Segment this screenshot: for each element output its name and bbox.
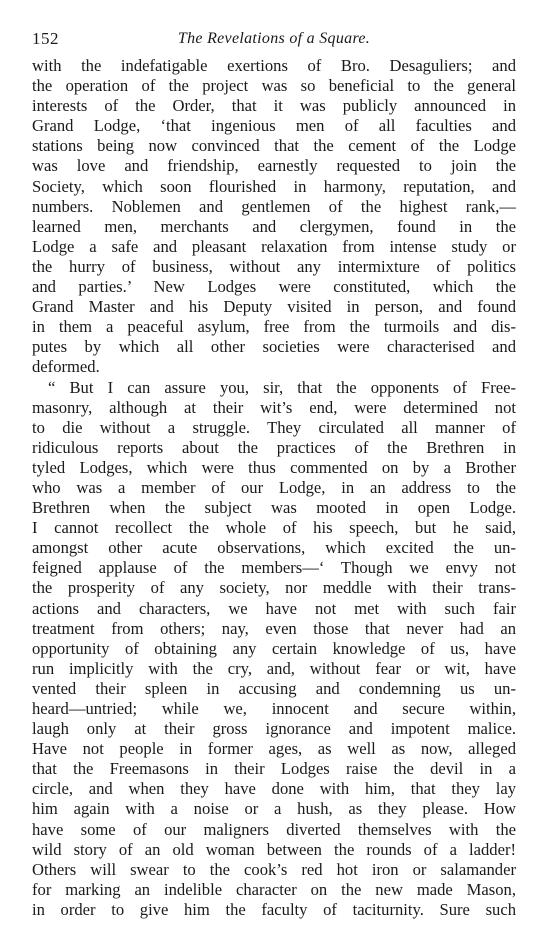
text-line: tyled Lodges, which were thus commented on by a Brother xyxy=(32,457,516,477)
paragraph-end-line: deformed. xyxy=(32,357,100,377)
text-line: for marking an indelible character on the new made Mason, xyxy=(32,879,516,899)
text-line: the operation of the project was so beneficial to the general xyxy=(32,76,516,96)
text-line: putes by which all other societies were characterised and xyxy=(32,337,516,357)
text-line: learned men, merchants and clergymen, found in the xyxy=(32,216,516,236)
text-line: and parties.’ New Lodges were constituted, which the xyxy=(32,277,516,297)
text-line: numbers. Noblemen and gentlemen of the highest rank,— xyxy=(32,196,516,216)
text-line: ridiculous reports about the practices of the Brethren in xyxy=(32,437,516,457)
text-line: masonry, although at their wit’s end, were determined not xyxy=(32,397,516,417)
text-line: feigned applause of the members—‘ Though we envy not xyxy=(32,558,516,578)
body-text xyxy=(32,56,516,920)
text-line: run implicitly with the cry, and, without fear or wit, have xyxy=(32,658,516,678)
text-line: with the indefatigable exertions of Bro. Desaguliers; and xyxy=(32,56,516,75)
text-line: Grand Lodge, ‘that ingenious men of all faculties and xyxy=(32,116,516,136)
running-head xyxy=(32,28,516,50)
text-line: him again with a noise or a hush, as they please. How xyxy=(32,799,516,819)
text-line: Lodge a safe and pleasant relaxation from intense study or xyxy=(32,236,516,256)
text-line: in them a peaceful asylum, free from the turmoils and dis- xyxy=(32,317,516,337)
text-line: who was a member of our Lodge, in an address to the xyxy=(32,477,516,497)
text-line: vented their spleen in accusing and condemning us un- xyxy=(32,678,516,698)
text-line: that the Freemasons in their Lodges raise the devil in a xyxy=(32,759,516,779)
text-line: Others will swear to the cook’s red hot iron or salamander xyxy=(32,859,516,879)
text-line: I cannot recollect the whole of his speech, but he said, xyxy=(32,518,516,538)
text-line: was love and friendship, earnestly requested to join the xyxy=(32,156,516,176)
text-line: actions and characters, we have not met with such fair xyxy=(32,598,516,618)
text-line: opportunity of obtaining any certain knowledge of us, have xyxy=(32,638,516,658)
page-number: 152 xyxy=(32,29,59,48)
text-line: treatment from others; nay, even those that never had an xyxy=(32,618,516,638)
text-line: to die without a struggle. They circulated all manner of xyxy=(32,417,516,437)
text-line: the hurry of business, without any intermixture of politics xyxy=(32,256,516,276)
running-title: The Revelations of a Square. xyxy=(177,30,371,47)
text-line: amongst other acute observations, which excited the un- xyxy=(32,538,516,558)
text-line: interests of the Order, that it was publicly announced in xyxy=(32,96,516,116)
text-line: heard—untried; while we, innocent and secure within, xyxy=(32,699,516,718)
text-line: circle, and when they have done with him, that they lay xyxy=(32,779,516,799)
text-line: laugh only at their gross ignorance and impotent malice. xyxy=(32,719,516,739)
text-line: the prosperity of any society, nor meddle with their trans- xyxy=(32,578,516,598)
text-line: Brethren when the subject was mooted in open Lodge. xyxy=(32,498,516,518)
paragraph-start-line: “ But I can assure you, sir, that the opponents of Free- xyxy=(48,377,516,397)
text-line: stations being now convinced that the cement of the Lodge xyxy=(32,136,516,156)
text-line: Society, which soon flourished in harmony, reputation, and xyxy=(32,176,516,196)
text-line: in order to give him the faculty of taciturnity. Sure such xyxy=(32,899,516,919)
text-line: Grand Master and his Deputy visited in person, and found xyxy=(32,297,516,317)
text-line: Have not people in former ages, as well as now, alleged xyxy=(32,739,516,759)
text-line: wild story of an old woman between the rounds of a ladder! xyxy=(32,839,516,859)
text-line: have some of our maligners diverted themselves with the xyxy=(32,819,516,839)
